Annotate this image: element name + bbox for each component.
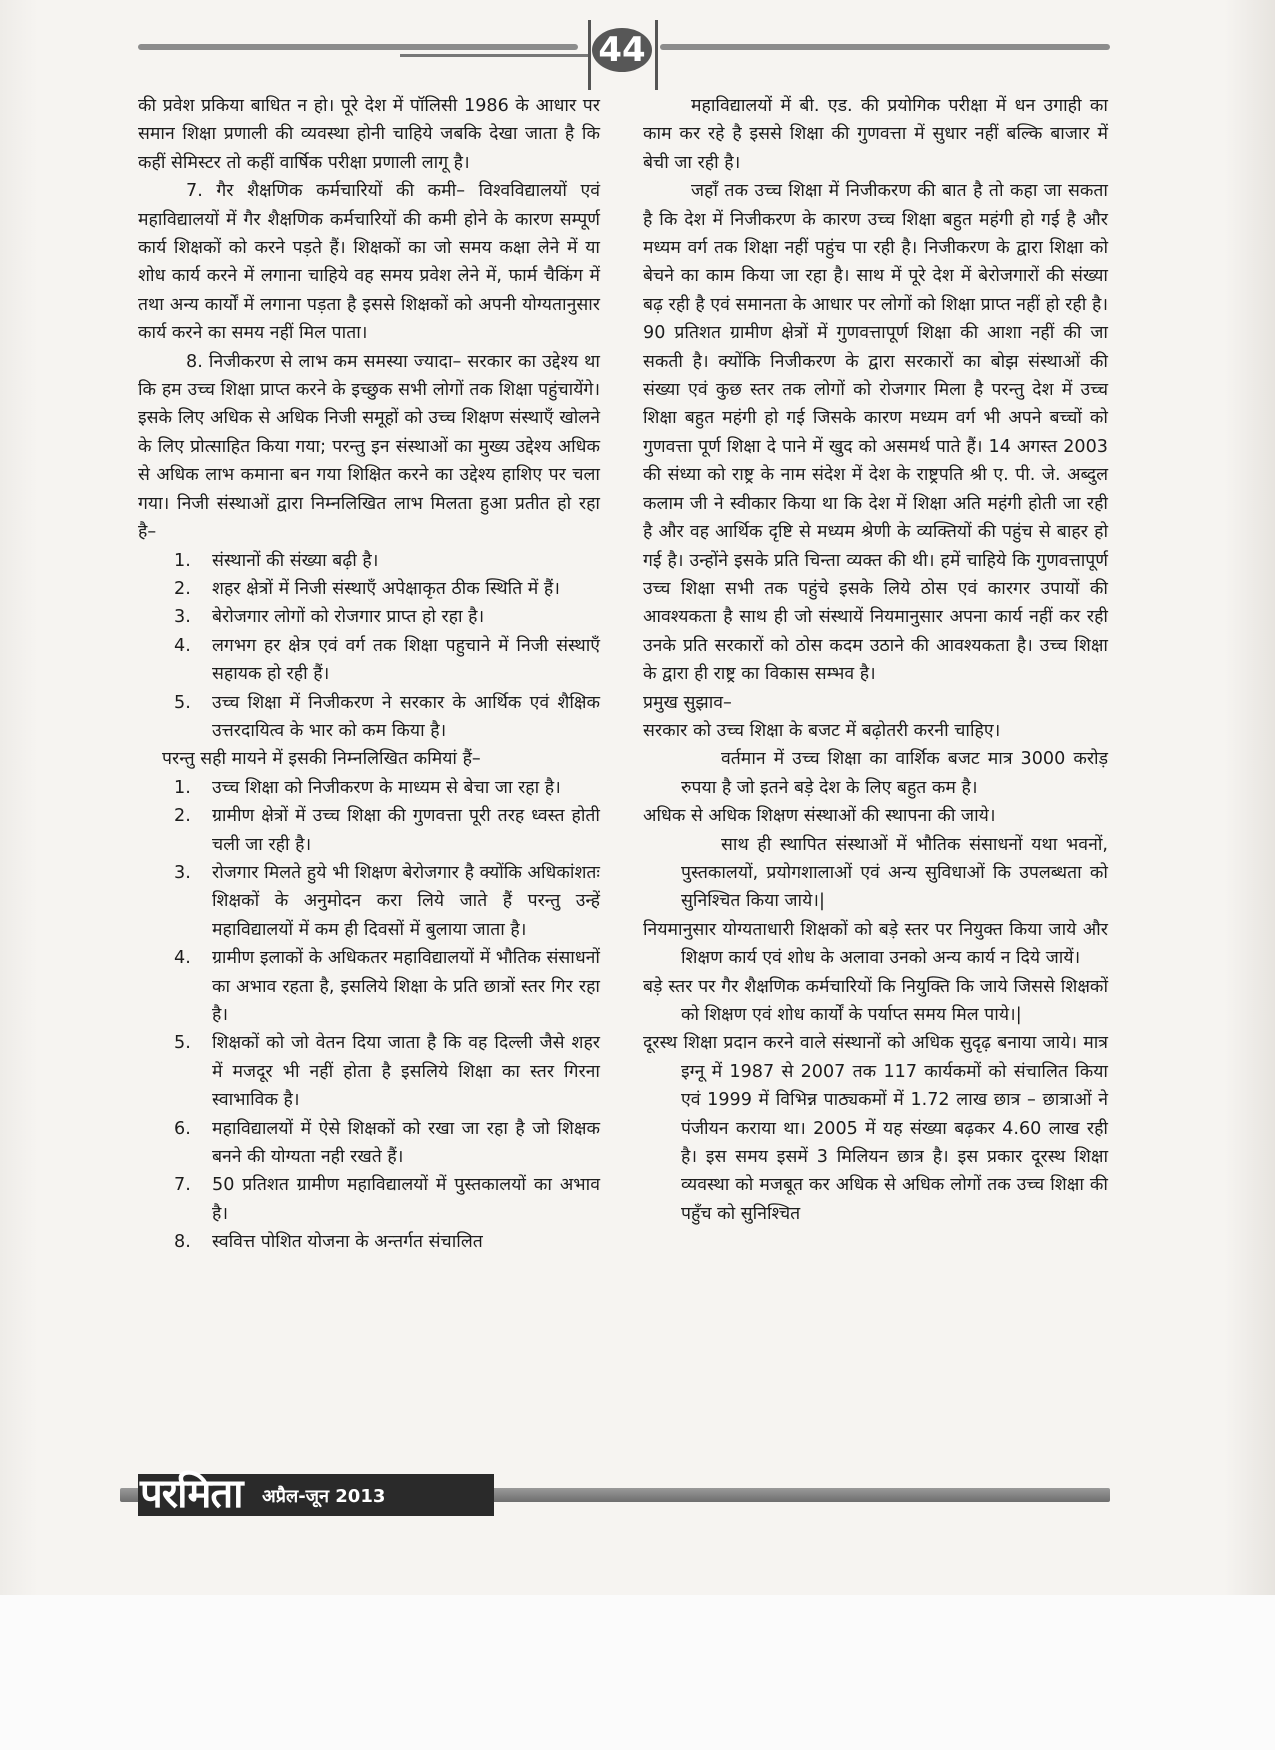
flaw-item-number: 8.: [174, 1232, 191, 1253]
benefit-item: [138, 603, 600, 631]
flaw-item: [138, 1029, 600, 1114]
benefit-item-text: उच्च शिक्षा में निजीकरण ने सरकार के आर्थिक एवं शैक्षिक उत्तरदायित्व के भार को कम किया है।: [212, 692, 600, 741]
flaw-item-number: 5.: [174, 1033, 191, 1054]
suggestion-1-body: वर्तमान में उच्च शिक्षा का वार्शिक बजट मात्र 3000 करोड़ रुपया है जो इतने बड़े देश के लिए बहुत कम है।: [681, 749, 1108, 798]
flaw-item-text: ग्रामीण क्षेत्रों में उच्च शिक्षा की गुणवत्ता पूरी तरह ध्वस्त होती चली जा रही है।: [212, 806, 600, 855]
benefit-item-number: 4.: [174, 635, 191, 656]
benefit-item-text: शहर क्षेत्रों में निजी संस्थाएँ अपेक्षाकृत ठीक स्थिति में हैं।: [212, 578, 560, 599]
left-column: [138, 92, 600, 1257]
header-rule-right: [660, 44, 1110, 50]
flaw-item-text: महाविद्यालयों में ऐसे शिक्षकों को रखा जा रहा है जो शिक्षक बनने की योग्यता नही रखते हैं।: [212, 1118, 600, 1168]
benefit-item-number: 1.: [174, 550, 191, 571]
page-number-bar-left: [588, 20, 591, 90]
flaw-item-text: रोजगार मिलते हुये भी शिक्षण बेरोजगार है क्योंकि अधिकांशतः शिक्षकों के अनुमोदन करा लिये जाते हैं परन्तु उन्हें महाविद्यालयों में कम ही दिवसों में बुलाया जाता है।: [212, 862, 600, 940]
flaw-item-text: उच्च शिक्षा को निजीकरण के माध्यम से बेचा जा रहा है।: [212, 777, 561, 798]
benefit-item: [138, 575, 600, 603]
issue-date: अप्रैल-जून 2013: [262, 1486, 386, 1507]
flaw-item-number: 6.: [174, 1118, 191, 1139]
benefit-item-text: लगभग हर क्षेत्र एवं वर्ग तक शिक्षा पहुचाने में निजी संस्थाएँ सहायक हो रही हैं।: [212, 635, 600, 685]
flaw-item: [138, 1228, 600, 1256]
flaw-item: [138, 774, 600, 802]
benefit-item-text: बेरोजगार लोगों को रोजगार प्राप्त हो रहा है।: [212, 607, 485, 628]
page-number: 44: [592, 28, 652, 72]
suggestion-3: नियमानुसार योग्यताधारी शिक्षकों को बड़े स्तर पर नियुक्त किया जाये और शिक्षण कार्य एवं शोध के अलावा उनको अन्य कार्य न दिये जायें।: [643, 919, 1108, 969]
flaw-item-number: 2.: [174, 806, 191, 827]
header-rule-left: [138, 44, 578, 50]
header-rule-inner: [400, 54, 590, 57]
flaws-intro: परन्तु सही मायने में इसकी निम्नलिखित कमियां हैं–: [162, 749, 481, 770]
benefit-item: [138, 689, 600, 746]
benefit-item-number: 3.: [174, 607, 191, 628]
suggestion-2-head: अधिक से अधिक शिक्षण संस्थाओं की स्थापना की जाये।: [643, 806, 996, 827]
paragraph-continuation: महाविद्यालयों में बी. एड. की प्रयोगिक परीक्षा में धन उगाही का काम कर रहे है इससे शिक्षा की गुणवत्ता में सुधार नहीं बल्कि बाजार में बेची जा रही है।: [643, 96, 1108, 173]
flaw-item-number: 1.: [174, 777, 191, 798]
benefit-item-number: 5.: [174, 692, 191, 713]
right-column: [643, 92, 1108, 1228]
suggestions-heading: प्रमुख सुझाव–: [643, 692, 732, 713]
flaw-item: [138, 1171, 600, 1228]
benefit-item-number: 2.: [174, 578, 191, 599]
benefit-item-text: संस्थानों की संख्या बढ़ी है।: [212, 550, 379, 571]
flaws-list: [138, 774, 600, 1257]
suggestion-4: बड़े स्तर पर गैर शैक्षणिक कर्मचारियों कि नियुक्ति कि जाये जिससे शिक्षकों को शिक्षण एवं शोध कार्यों के पर्याप्त समय मिल पाये।|: [643, 976, 1108, 1025]
flaw-item: [138, 1115, 600, 1172]
flaw-item-text: ग्रामीण इलाकों के अधिकतर महाविद्यालयों में भौतिक संसाधनों का अभाव रहता है, इसलिये शिक्षा के प्रति छात्रों स्तर गिर रहा है।: [212, 948, 600, 1025]
paragraph-intro: की प्रवेश प्रकिया बाधित न हो। पूरे देश में पॉलिसी 1986 के आधार पर समान शिक्षा प्रणाली की व्यवस्था होनी चाहिये जबकि देखा जाता है कि कहीं सेमिस्टर तो कहीं वार्षिक परीक्षा प्रणाली लागू है।: [138, 96, 600, 173]
flaw-item: [138, 944, 600, 1029]
benefit-item: [138, 547, 600, 575]
page-number-badge: [588, 20, 658, 90]
suggestion-5: दूरस्थ शिक्षा प्रदान करने वाले संस्थानों को अधिक सुदृढ़ बनाया जाये। मात्र इग्नू में 1987 से 2007 तक 117 कार्यकमों को संचालित किया एवं 1999 में विभिन्न पाठ्यकमों में 1.72 लाख छात्र – छात्राओं ने पंजीयन कराया था। 2005 में यह संख्या बढ़कर 4.60 लाख रही है। इस समय इसमें 3 मिलियन छात्र है। इस प्रकार दूरस्थ शिक्षा व्यवस्था को मजबूत कर अधिक से अधिक लोगों तक उच्च शिक्षा की पहुँच को सुनिश्चित: [643, 1033, 1108, 1224]
flaw-item-number: 7.: [174, 1175, 191, 1196]
benefit-item: [138, 632, 600, 689]
scan-margin: [0, 1595, 1275, 1750]
paragraph-point-8: 8. निजीकरण से लाभ कम समस्या ज्यादा– सरकार का उद्देश्य था कि हम उच्च शिक्षा प्राप्त करने के इच्छुक सभी लोगों तक शिक्षा पहुंचायेंगे। इसके लिए अधिक से अधिक निजी समूहों को उच्च शिक्षण संस्थाएँ खोलने के लिए प्रोत्साहित किया गया; परन्तु इन संस्थाओं का मुख्य उद्देश्य अधिक से अधिक लाभ कमाना बन गया शिक्षित करने का उद्देश्य हाशिए पर चला गया। निजी संस्थाओं द्वारा निम्नलिखित लाभ मिलता हुआ प्रतीत हो रहा है–: [138, 351, 600, 543]
flaw-item-text: स्ववित्त पोशित योजना के अन्तर्गत संचालित: [212, 1232, 483, 1253]
flaw-item-number: 4.: [174, 948, 191, 969]
suggestion-1-head: सरकार को उच्च शिक्षा के बजट में बढ़ोतरी करनी चाहिए।: [643, 720, 1001, 741]
suggestion-2-body: साथ ही स्थापित संस्थाओं में भौतिक संसाधनों यथा भवनों, पुस्तकालयों, प्रयोगशालाओं एवं अन्य सुविधाओं कि उपलब्धता को सुनिश्चित किया जाये।|: [681, 834, 1108, 912]
flaw-item: [138, 859, 600, 944]
paragraph-privatization: जहाँ तक उच्च शिक्षा में निजीकरण की बात है तो कहा जा सकता है कि देश में निजीकरण के कारण उच्च शिक्षा बहुत महंगी हो गई है और मध्यम वर्ग तक शिक्षा नहीं पहुंच पा रही है। निजीकरण के द्वारा शिक्षा को बेचने का काम किया जा रहा है। साथ में पूरे देश में बेरोजगारों की संख्या बढ़ रही है एवं समानता के आधार पर लोगों को शिक्षा प्राप्त नहीं हो रही है। 90 प्रतिशत ग्रामीण क्षेत्रों में गुणवत्तापूर्ण शिक्षा की आशा नहीं की जा सकती है। क्योंकि निजीकरण के द्वारा सरकारों का बोझ संस्थाओं की संख्या एवं कुछ स्तर तक लोगों को रोजगार मिला है परन्तु देश में उच्च शिक्षा बहुत महंगी हो गई जिसके कारण मध्यम वर्ग भी अपने बच्चों को गुणवत्ता पूर्ण शिक्षा दे पाने में खुद को असमर्थ पाते हैं। 14 अगस्त 2003 की संध्या को राष्ट्र के नाम संदेश में देश के राष्ट्रपति श्री ए. पी. जे. अब्दुल कलाम जी ने स्वीकार किया था कि देश में शिक्षा अति महंगी होती जा रही है और वह आर्थिक दृष्टि से मध्यम श्रेणी के व्यक्तियों की पहुंच से बाहर हो गई है। उन्होंने इसके प्रति चिन्ता व्यक्त की थी। हमें चाहिये कि गुणवत्तापूर्ण उच्च शिक्षा सभी तक पहुंचे इसके लिये ठोस एवं कारगर उपायों की आवश्यकता है साथ ही जो संस्थायें नियमानुसार अपना कार्य नहीं कर रही उनके प्रति सरकारों को ठोस कदम उठाने की आवश्यकता है। उच्च शिक्षा के द्वारा ही राष्ट्र का विकास सम्भव है।: [643, 181, 1108, 685]
magazine-logo: परमिता: [140, 1471, 243, 1517]
paragraph-point-7: 7. गैर शैक्षणिक कर्मचारियों की कमी– विश्वविद्यालयों एवं महाविद्यालयों में गैर शैक्षणिक कर्मचारियों की कमी होने के कारण सम्पूर्ण कार्य शिक्षकों को करने पड़ते हैं। शिक्षकों का जो समय कक्षा लेने में या शोध कार्य करने में लगाना चाहिये वह समय प्रवेश लेने में, फार्म चैकिंग में तथा अन्य कार्यों में लगाना पड़ता है इससे शिक्षकों को अपनी योग्यतानुसार कार्य करने का समय नहीं मिल पाता।: [138, 181, 600, 344]
page-number-bar-right: [655, 20, 658, 90]
flaw-item: [138, 802, 600, 859]
flaw-item-text: 50 प्रतिशत ग्रामीण महाविद्यालयों में पुस्तकालयों का अभाव है।: [212, 1175, 600, 1224]
flaw-item-number: 3.: [174, 862, 191, 883]
benefits-list: [138, 547, 600, 746]
flaw-item-text: शिक्षकों को जो वेतन दिया जाता है कि वह दिल्ली जैसे शहर में मजदूर भी नहीं होता है इसलिये शिक्षा का स्तर गिरना स्वाभाविक है।: [212, 1033, 600, 1111]
